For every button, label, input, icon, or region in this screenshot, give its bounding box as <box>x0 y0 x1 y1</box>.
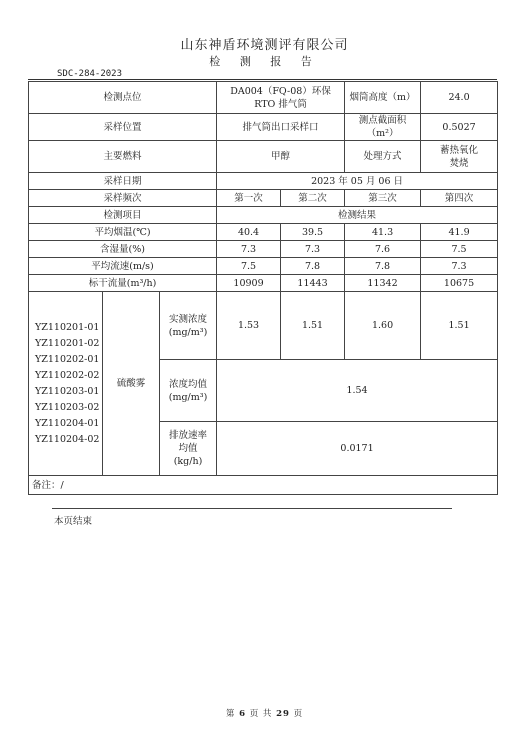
height-label: 烟筒高度（m） <box>345 82 421 114</box>
cell-value: 7.8 <box>281 258 345 275</box>
table-row <box>29 82 498 114</box>
fuel-value: 甲醇 <box>217 141 345 173</box>
cell-value: 41.9 <box>421 224 498 241</box>
avg-label <box>160 360 217 422</box>
sample-code: YZ110202-02 <box>35 369 100 381</box>
table-row <box>29 190 498 207</box>
avg-label-line1: 浓度均值 <box>169 378 208 390</box>
cell-value: 39.5 <box>281 224 345 241</box>
row-label-velocity: 平均流速(m/s) <box>29 258 217 275</box>
measured-label-line2: (mg/m³) <box>168 326 208 338</box>
sample-code: YZ110204-01 <box>35 417 100 429</box>
report-subtitle: 检 测 报 告 <box>209 55 320 68</box>
test-results-table <box>28 81 498 495</box>
freq-1: 第一次 <box>217 190 281 207</box>
location-value: 排气筒出口采样口 <box>217 114 345 141</box>
table-row <box>29 114 498 141</box>
sample-code: YZ110201-01 <box>35 321 100 333</box>
sample-code: YZ110202-01 <box>35 353 100 365</box>
rate-label <box>160 422 217 476</box>
location-label: 采样位置 <box>29 114 217 141</box>
current-page: 6 <box>239 709 246 719</box>
area-value: 0.5027 <box>421 114 498 141</box>
report-number: SDC-284-2023 <box>57 69 123 79</box>
cell-value: 7.3 <box>217 241 281 258</box>
remark: 备注：/ <box>29 476 498 495</box>
sample-code: YZ110204-02 <box>35 433 100 445</box>
total-pages: 29 <box>276 709 290 719</box>
table-row <box>29 207 498 224</box>
cell-value: 41.3 <box>345 224 421 241</box>
rate-label-line1: 排放速率 <box>169 430 208 441</box>
point-value-line2: RTO 排气筒 <box>254 98 307 110</box>
cell-value: 7.5 <box>217 258 281 275</box>
area-label: 测点截面积（m²） <box>345 114 421 141</box>
page-middle: 页 共 <box>249 709 273 719</box>
page-suffix: 页 <box>293 709 304 719</box>
row-label-flow: 标干流量(m³/h) <box>29 275 217 292</box>
header-rule <box>28 79 497 80</box>
end-of-page-note: 本页结束 <box>54 516 93 527</box>
cell-value: 10675 <box>421 275 498 292</box>
row-label-temperature: 平均烟温(℃) <box>29 224 217 241</box>
cell-value: 7.8 <box>345 258 421 275</box>
table-row <box>29 241 498 258</box>
cell-value: 40.4 <box>217 224 281 241</box>
cell-value: 11342 <box>345 275 421 292</box>
measured-label-line1: 实测浓度 <box>169 313 208 325</box>
cell-value: 1.51 <box>421 292 498 360</box>
cell-value: 7.6 <box>345 241 421 258</box>
table-row <box>29 292 498 360</box>
table-row <box>29 173 498 190</box>
treatment-label: 处理方式 <box>345 141 421 173</box>
treatment-value <box>421 141 498 173</box>
freq-4: 第四次 <box>421 190 498 207</box>
end-rule <box>52 508 452 509</box>
cell-value: 1.53 <box>217 292 281 360</box>
table-row <box>29 141 498 173</box>
table-row <box>29 476 498 495</box>
measured-label <box>160 292 217 360</box>
date-value: 2023 年 05 月 06 日 <box>217 173 498 190</box>
page-number <box>0 707 529 719</box>
fuel-label: 主要燃料 <box>29 141 217 173</box>
cell-value: 7.3 <box>421 258 498 275</box>
freq-3: 第三次 <box>345 190 421 207</box>
cell-value: 11443 <box>281 275 345 292</box>
cell-value: 10909 <box>217 275 281 292</box>
table-row <box>29 275 498 292</box>
freq-2: 第二次 <box>281 190 345 207</box>
sample-codes <box>29 292 103 476</box>
treatment-value-line2: 焚烧 <box>449 157 469 169</box>
point-label: 检测点位 <box>29 82 217 114</box>
sample-code: YZ110201-02 <box>35 337 100 349</box>
item-label: 检测项目 <box>29 207 217 224</box>
pollutant-name: 硫酸雾 <box>103 292 160 476</box>
rate-label-line2: 均值 <box>178 443 198 454</box>
result-label: 检测结果 <box>217 207 498 224</box>
avg-value: 1.54 <box>217 360 498 422</box>
page-prefix: 第 <box>225 709 236 719</box>
sample-code: YZ110203-02 <box>35 401 100 413</box>
height-value: 24.0 <box>421 82 498 114</box>
cell-value: 7.5 <box>421 241 498 258</box>
table-row <box>29 224 498 241</box>
treatment-value-line1: 蓄热氧化 <box>440 144 479 156</box>
point-value <box>217 82 345 114</box>
cell-value: 1.51 <box>281 292 345 360</box>
rate-label-line3: (kg/h) <box>173 456 203 467</box>
point-value-line1: DA004（FQ-08）环保 <box>230 85 331 97</box>
company-name: 山东神盾环境测评有限公司 <box>180 38 349 53</box>
cell-value: 7.3 <box>281 241 345 258</box>
sample-code: YZ110203-01 <box>35 385 100 397</box>
freq-label: 采样频次 <box>29 190 217 207</box>
date-label: 采样日期 <box>29 173 217 190</box>
rate-value: 0.0171 <box>217 422 498 476</box>
cell-value: 1.60 <box>345 292 421 360</box>
table-row <box>29 258 498 275</box>
avg-label-line2: (mg/m³) <box>168 391 208 403</box>
row-label-moisture: 含湿量(%) <box>29 241 217 258</box>
